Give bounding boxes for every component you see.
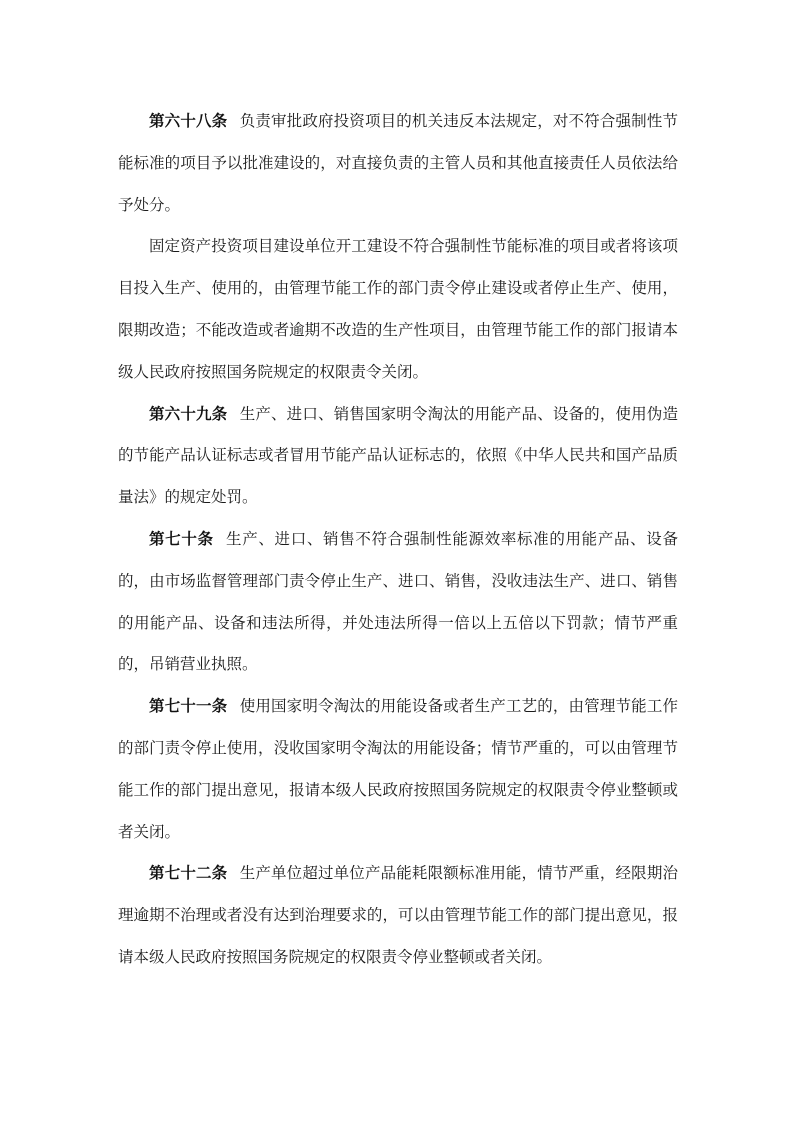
article-number: 第七十二条 xyxy=(149,864,228,883)
paragraph-article-71 xyxy=(118,686,678,853)
paragraph-article-72 xyxy=(118,853,678,978)
article-number: 第六十八条 xyxy=(149,112,228,130)
paragraph-article-70 xyxy=(118,519,678,686)
article-number: 第六十九条 xyxy=(149,404,228,423)
document-body xyxy=(118,101,678,979)
article-number: 第七十一条 xyxy=(149,697,228,716)
article-text: 生产、进口、销售国家明令淘汰的用能产品、设备的，使用伪造的节能产品认证标志或者冒用节能产品认证标志的，依照《中华人民共和国产品质量法》的规定处罚。 xyxy=(118,404,678,507)
article-number: 第七十条 xyxy=(149,529,214,548)
article-text: 生产、进口、销售不符合强制性能源效率标准的用能产品、设备的，由市场监督管理部门责令停止生产、进口、销售，没收违法生产、进口、销售的用能产品、设备和违法所得，并处违法所得一倍以上五倍以下罚款；情节严重的，吊销营业执照。 xyxy=(118,529,678,674)
paragraph-article-68 xyxy=(118,101,678,226)
article-text: 负责审批政府投资项目的机关违反本法规定，对不符合强制性节能标准的项目予以批准建设的，对直接负责的主管人员和其他直接责任人员依法给予处分。 xyxy=(118,112,678,214)
paragraph-article-68-clause-2 xyxy=(118,226,678,393)
article-text: 固定资产投资项目建设单位开工建设不符合强制性节能标准的项目或者将该项目投入生产、使用的，由管理节能工作的部门责令停止建设或者停止生产、使用，限期改造；不能改造或者逾期不改造的生产性项目，由管理节能工作的部门报请本级人民政府按照国务院规定的权限责令关闭。 xyxy=(118,237,678,381)
article-text: 使用国家明令淘汰的用能设备或者生产工艺的，由管理节能工作的部门责令停止使用，没收国家明令淘汰的用能设备；情节严重的，可以由管理节能工作的部门提出意见，报请本级人民政府按照国务院规定的权限责令停业整顿或者关闭。 xyxy=(118,697,678,841)
article-text: 生产单位超过单位产品能耗限额标准用能，情节严重，经限期治理逾期不治理或者没有达到治理要求的，可以由管理节能工作的部门提出意见，报请本级人民政府按照国务院规定的权限责令停业整顿或者关闭。 xyxy=(118,864,678,966)
paragraph-article-69 xyxy=(118,394,678,519)
